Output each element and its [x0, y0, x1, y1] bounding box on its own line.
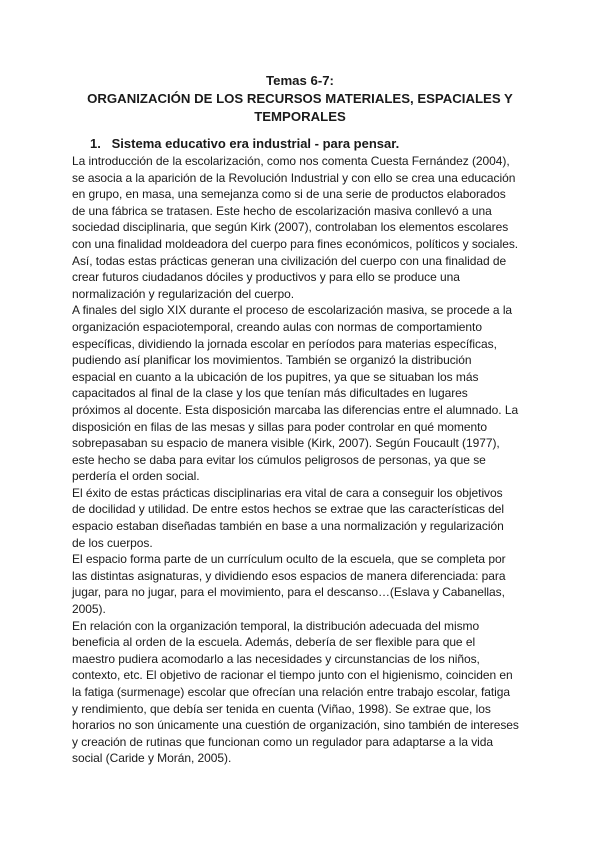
- paragraph: [72, 551, 532, 617]
- paragraph: [72, 618, 532, 767]
- paragraph-line: A finales del siglo XIX durante el proceso de escolarización masiva, se procede a la: [72, 303, 513, 318]
- paragraph-line: próximos al docente. Esta disposición marcaba las diferencias entre el alumnado. La: [72, 402, 519, 417]
- document-title-main: ORGANIZACIÓN DE LOS RECURSOS MATERIALES, ESPACIALES Y: [87, 91, 513, 106]
- paragraph-line: y rendimiento, que debía ser tenida en cuenta (Viñao, 1998). Se extrae que, los: [72, 701, 491, 716]
- paragraph-line: normalización y regularización del cuerpo.: [72, 286, 295, 301]
- document-title-main-continued: TEMPORALES: [254, 109, 346, 124]
- paragraph-line: sociedad disciplinaria, que según Kirk (2007), controlaban los elementos escolares: [72, 220, 509, 235]
- paragraph-line: En relación con la organización temporal, la distribución adecuada del mismo: [72, 618, 480, 633]
- paragraph-line: horarios no son únicamente una cuestión de organización, sino también de intereses: [72, 718, 519, 733]
- paragraph-line: las distintas asignaturas, y dividiendo esos espacios de manera diferenciada: para: [72, 568, 506, 583]
- paragraph-line: en grupo, en masa, una semejanza como si de una serie de productos elaborados: [72, 187, 506, 202]
- paragraph-line: de una fábrica se tratasen. Este hecho de escolarización masiva conllevó a una: [72, 203, 492, 218]
- paragraph-line: la fatiga (surmenage) escolar que ofrecían una relación entre trabajo escolar, fatiga: [72, 685, 511, 699]
- paragraph-line: crear futuros ciudadanos dóciles y productivos y para ello se produce una: [72, 270, 460, 285]
- section-number: 1.: [90, 136, 101, 151]
- paragraph-line: beneficia al orden de la escuela. Además, debería de ser flexible para que el: [72, 635, 476, 650]
- paragraph: [72, 302, 532, 485]
- paragraph-line: social (Caride y Morán, 2005).: [72, 751, 232, 766]
- paragraph-line: este hecho se daba para evitar los cúmulos peligrosos de personas, ya que se: [72, 452, 486, 467]
- paragraph-line: perdería el orden social.: [72, 469, 200, 484]
- document-body: [72, 153, 532, 767]
- paragraph-line: Así, todas estas prácticas generan una civilización del cuerpo con una finalidad de: [72, 253, 507, 268]
- section-heading: [90, 135, 399, 153]
- paragraph: [72, 485, 532, 551]
- paragraph-line: capacitados al final de la clase y los que tenían más dificultades en lugares: [72, 386, 468, 401]
- paragraph-line: y creación de rutinas que funcionan como un regulador para adaptarse a la vida: [72, 734, 494, 749]
- paragraph-line: contexto, etc. El objetivo de racionar el tiempo junto con el higienismo, coinciden en: [72, 668, 513, 683]
- section-title: Sistema educativo era industrial - para pensar.: [111, 136, 400, 151]
- paragraph: [72, 153, 532, 302]
- paragraph-line: de docilidad y utilidad. De entre estos hechos se extrae que las características del: [72, 502, 505, 517]
- paragraph-line: La introducción de la escolarización, como nos comenta Cuesta Fernández (2004),: [72, 154, 510, 168]
- paragraph-line: El espacio forma parte de un currículum oculto de la escuela, que se completa por: [72, 552, 506, 567]
- paragraph-line: de los cuerpos.: [72, 535, 153, 550]
- paragraph-line: pudiendo así planificar los movimientos. También se organizó la distribución: [72, 353, 472, 368]
- paragraph-line: El éxito de estas prácticas disciplinarias era vital de cara a conseguir los objetivos: [72, 485, 503, 500]
- paragraph-line: con una finalidad moldeadora del cuerpo para fines económicos, políticos y sociales.: [72, 236, 519, 251]
- paragraph-line: espacial en cuanto a la ubicación de los pupitres, ya que se situaban los más: [72, 369, 479, 384]
- paragraph-line: 2005).: [72, 602, 106, 617]
- paragraph-line: maestro pudiera acomodarlo a las necesidades y circunstancias de los niños,: [72, 651, 480, 666]
- paragraph-line: jugar, para no jugar, para el movimiento, para el descanso…(Eslava y Cabanellas,: [72, 585, 505, 600]
- paragraph-line: específicas, dividiendo la jornada escolar en períodos para materias específicas,: [72, 336, 497, 351]
- paragraph-line: sobrepasaban su espacio de manera visible (Kirk, 2007). Según Foucault (1977),: [72, 436, 500, 451]
- paragraph-line: se asocia a la aparición de la Revolución Industrial y con ello se crea una educación: [72, 170, 516, 185]
- paragraph-line: espacio estaban diseñadas también en base a una normalización y regularización: [72, 519, 504, 534]
- paragraph-line: disposición en filas de las mesas y sillas para poder controlar en qué momento: [72, 419, 487, 434]
- document-title-topics: Temas 6-7:: [266, 73, 334, 88]
- paragraph-line: organización espaciotemporal, creando aulas con normas de comportamiento: [72, 319, 482, 334]
